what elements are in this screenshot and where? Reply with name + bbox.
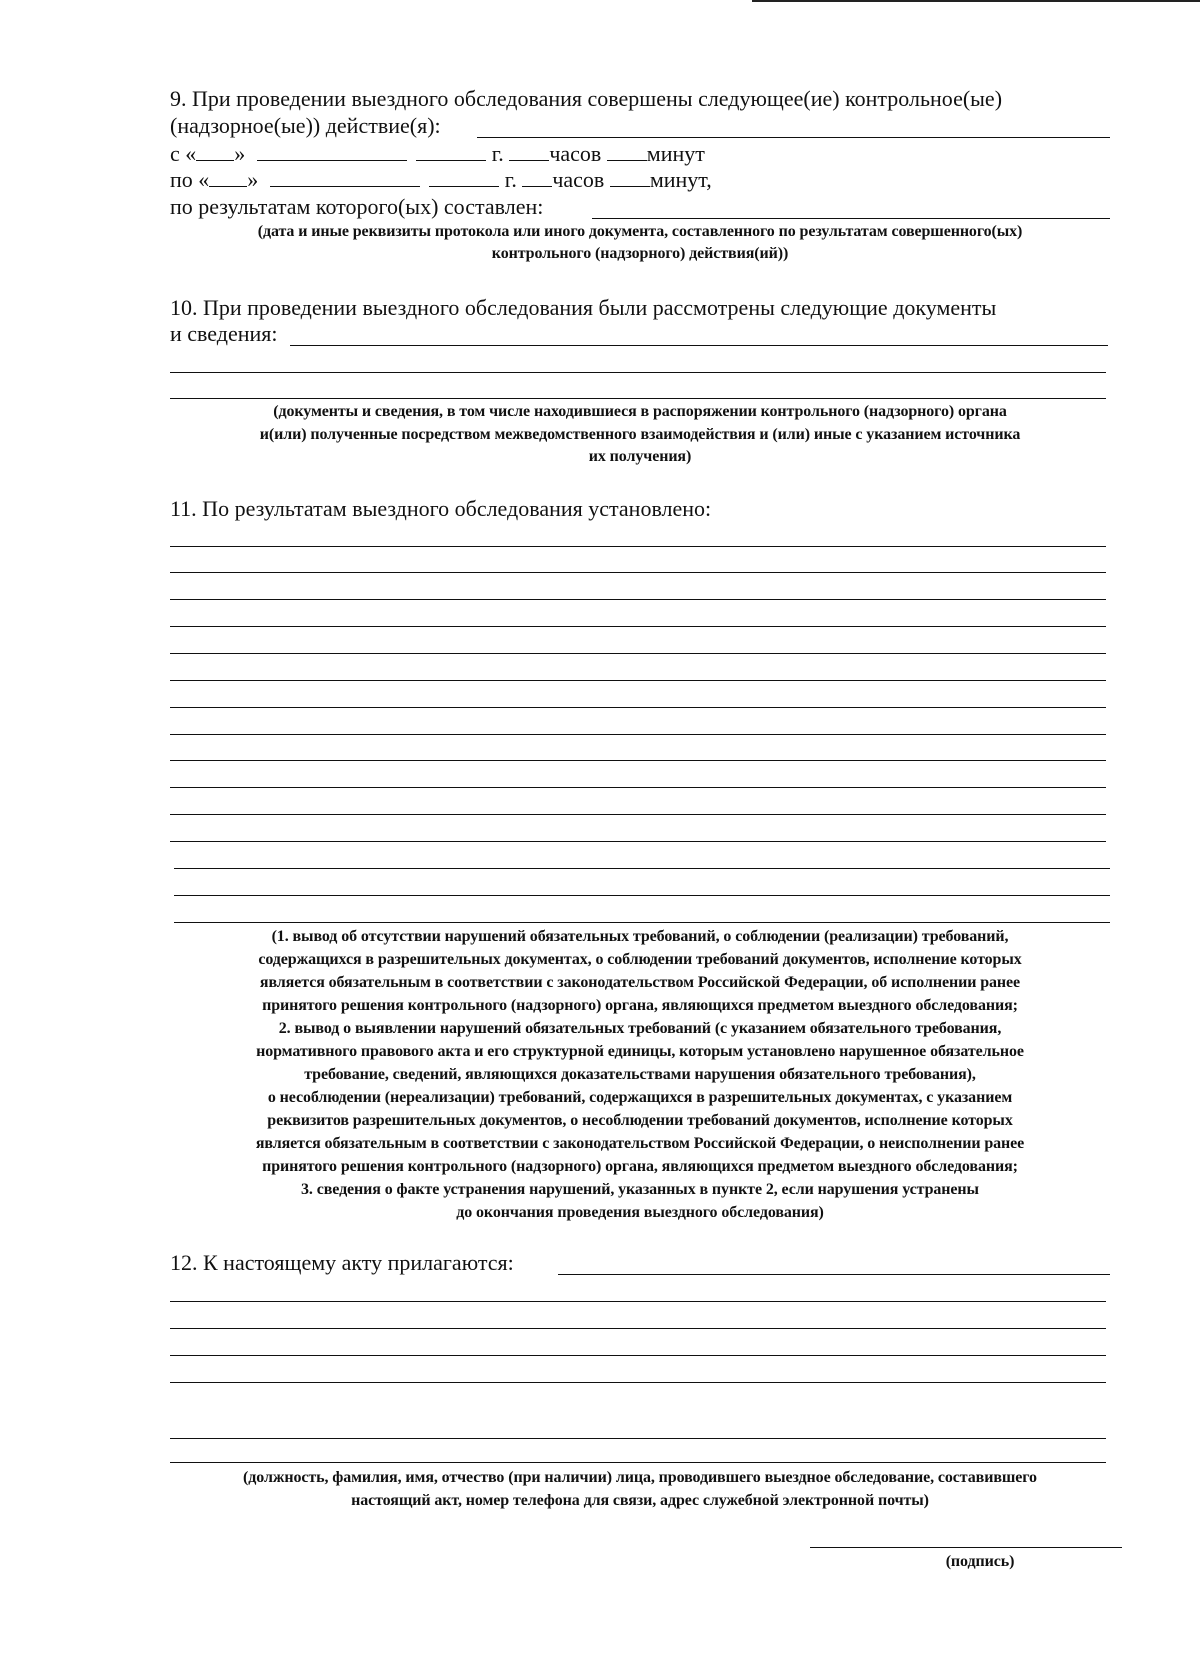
section9-result-label: по результатам которого(ых) составлен: <box>170 194 544 219</box>
section9-action-blank[interactable] <box>477 137 1110 138</box>
section11-fill-line-10[interactable] <box>170 787 1106 788</box>
section11-fill-line-1[interactable] <box>170 546 1106 547</box>
section11-caption-line: 2. вывод о выявлении нарушений обязательных требований (с указанием обязательного требования, <box>278 1020 1002 1037</box>
section11-fill-line-8[interactable] <box>170 734 1106 735</box>
section12-fill-line-2[interactable] <box>170 1328 1106 1329</box>
from-minutes-label: минут <box>646 141 705 166</box>
section9-result-blank[interactable] <box>592 218 1110 219</box>
section12-fill-line-6[interactable] <box>170 1462 1106 1463</box>
section11-fill-line-15[interactable] <box>174 922 1110 923</box>
signature-caption: (подпись) <box>945 1553 1015 1570</box>
section12-heading: 12. К настоящему акту прилагаются: <box>170 1250 514 1275</box>
section11-caption-line: до окончания проведения выездного обследования) <box>456 1204 824 1221</box>
section11-caption-line: нормативного правового акта и его структурной единицы, которым установлено нарушенное обязательное <box>256 1043 1024 1060</box>
section9-caption-line2: контрольного (надзорного) действия(ий)) <box>491 245 789 262</box>
from-prefix: с « <box>170 141 197 166</box>
section11-caption-line: принятого решения контрольного (надзорного) органа, являющихся предметом выездного обследования; <box>262 997 1018 1014</box>
to-day-blank[interactable] <box>209 168 247 187</box>
from-day-blank[interactable] <box>196 142 234 161</box>
section9-caption-line1: (дата и иные реквизиты протокола или иного документа, составленного по результатам совершенного(ых) <box>257 223 1023 240</box>
section11-fill-line-5[interactable] <box>170 653 1106 654</box>
from-quote-close: » <box>234 141 246 166</box>
from-hours-label: часов <box>549 141 602 166</box>
section11-fill-line-2[interactable] <box>170 572 1106 573</box>
section9-heading-line2: (надзорное(ые)) действие(я): <box>170 113 441 138</box>
section9-heading-line1: 9. При проведении выездного обследования совершены следующее(ие) контрольное(ые) <box>170 86 1003 111</box>
section12-fill-line-4[interactable] <box>170 1382 1106 1383</box>
section11-caption-line: реквизитов разрешительных документов, о несоблюдении требований документов, исполнение которых <box>267 1112 1013 1129</box>
section11-caption-line: является обязательным в соответствии с законодательством Российской Федерации, о неисполнении ранее <box>255 1135 1025 1152</box>
section10-caption-line3: их получения) <box>588 448 692 465</box>
from-minutes-blank[interactable] <box>607 142 647 161</box>
section11-caption-line: является обязательным в соответствии с законодательством Российской Федерации, об исполнении ранее <box>259 974 1021 991</box>
from-year-label: г. <box>491 141 504 166</box>
to-prefix: по « <box>170 167 210 192</box>
from-month-blank[interactable] <box>257 142 407 161</box>
section11-caption-line: принятого решения контрольного (надзорного) органа, являющихся предметом выездного обследования; <box>262 1158 1018 1175</box>
to-quote-close: » <box>247 167 259 192</box>
section11-fill-line-11[interactable] <box>170 814 1106 815</box>
section11-heading: 11. По результатам выездного обследования установлено: <box>170 496 712 521</box>
section11-fill-line-12[interactable] <box>170 841 1106 842</box>
section9-to-row <box>170 167 712 193</box>
section9-from-row <box>170 141 705 167</box>
section11-fill-line-3[interactable] <box>170 599 1106 600</box>
section11-fill-line-13[interactable] <box>174 868 1110 869</box>
section11-fill-line-9[interactable] <box>170 760 1106 761</box>
to-minutes-blank[interactable] <box>610 168 650 187</box>
to-minutes-label: минут, <box>649 167 712 192</box>
section12-caption-line1: (должность, фамилия, имя, отчество (при наличии) лица, проводившего выездное обследование, составившего <box>243 1469 1037 1486</box>
from-hours-blank[interactable] <box>509 142 549 161</box>
section10-caption-line2: и(или) полученные посредством межведомственного взаимодействия и (или) иные с указанием источника <box>259 426 1021 443</box>
section11-fill-line-6[interactable] <box>170 680 1106 681</box>
section12-attachments-blank[interactable] <box>558 1274 1110 1275</box>
section11-caption-line: требование, сведений, являющихся доказательствами нарушения обязательного требования), <box>304 1066 976 1083</box>
to-hours-blank[interactable] <box>522 168 552 187</box>
section11-caption-line: содержащихся в разрешительных документах, о соблюдении требований документов, исполнение которых <box>258 951 1022 968</box>
section10-fill-line-1[interactable] <box>170 372 1106 373</box>
section10-docs-blank[interactable] <box>290 345 1108 346</box>
section11-fill-line-14[interactable] <box>174 895 1110 896</box>
section11-caption-line: 3. сведения о факте устранения нарушений, указанных в пункте 2, если нарушения устранены <box>301 1181 979 1198</box>
to-hours-label: часов <box>552 167 605 192</box>
from-year-blank[interactable] <box>416 142 486 161</box>
section12-fill-line-3[interactable] <box>170 1355 1106 1356</box>
section10-heading-line2: и сведения: <box>170 321 278 346</box>
to-year-blank[interactable] <box>429 168 499 187</box>
top-border-line <box>752 0 1200 2</box>
section11-fill-line-7[interactable] <box>170 707 1106 708</box>
section11-caption-line: (1. вывод об отсутствии нарушений обязательных требований, о соблюдении (реализации) требований, <box>271 928 1009 945</box>
to-month-blank[interactable] <box>270 168 420 187</box>
section10-caption-line1: (документы и сведения, в том числе находившиеся в распоряжении контрольного (надзорного) органа <box>273 403 1007 420</box>
section12-caption-line2: настоящий акт, номер телефона для связи, адрес служебной электронной почты) <box>351 1492 929 1509</box>
section10-fill-line-2[interactable] <box>170 398 1106 399</box>
section12-fill-line-5[interactable] <box>170 1438 1106 1439</box>
to-year-label: г. <box>504 167 517 192</box>
section11-fill-line-4[interactable] <box>170 626 1106 627</box>
section10-heading-line1: 10. При проведении выездного обследования были рассмотрены следующие документы <box>170 295 997 320</box>
section11-caption-line: о несоблюдении (нереализации) требований, содержащихся в разрешительных документах, с указанием <box>267 1089 1013 1106</box>
section12-fill-line-1[interactable] <box>170 1301 1106 1302</box>
signature-line[interactable] <box>810 1547 1122 1548</box>
